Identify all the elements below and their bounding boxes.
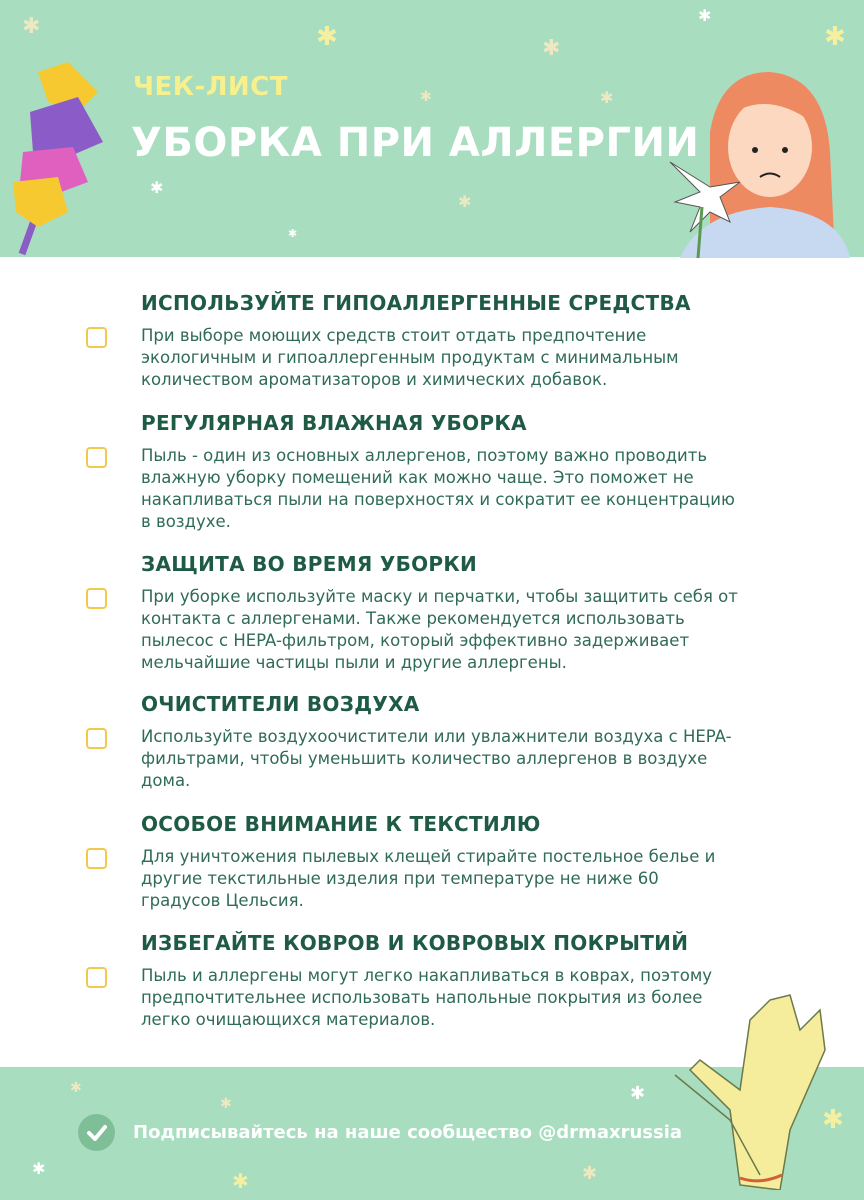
sparkle-icon: ✱ [698,6,712,25]
kicker-label: ЧЕК-ЛИСТ [133,72,288,102]
checkbox[interactable] [86,327,107,348]
item-title: ИСПОЛЬЗУЙТЕ ГИПОАЛЛЕРГЕННЫЕ СРЕДСТВА [141,291,691,315]
allergic-girl-illustration [640,72,854,258]
item-title: ОЧИСТИТЕЛИ ВОЗДУХА [141,692,420,716]
sparkle-icon: ✱ [542,36,561,61]
page-title: УБОРКА ПРИ АЛЛЕРГИИ [131,120,700,166]
subscribe-banner [78,1114,682,1151]
checkbox[interactable] [86,447,107,468]
check-circle-icon [78,1114,115,1151]
checkbox[interactable] [86,588,107,609]
sparkle-icon: ✱ [150,178,164,197]
item-text: При выборе моющих средств стоит отдать предпочтение экологичным и гипоаллергенным продуктам с минимальным количеством ароматизаторов и химических добавок. [141,326,679,389]
subscribe-link[interactable]: Подписывайтесь на наше сообщество @drmaxrussia [133,1122,683,1143]
item-title: ИЗБЕГАЙТЕ КОВРОВ И КОВРОВЫХ ПОКРЫТИЙ [141,931,689,955]
sparkle-icon: ✱ [22,14,41,39]
item-title: РЕГУЛЯРНАЯ ВЛАЖНАЯ УБОРКА [141,411,527,435]
item-text: Для уничтожения пылевых клещей стирайте постельное белье и другие текстильные изделия при температуре не ниже 60 градусов Цельсия. [141,847,716,910]
sparkle-icon: ✱ [458,192,472,211]
sparkle-icon: ✱ [32,1159,46,1178]
item-title: ОСОБОЕ ВНИМАНИЕ К ТЕКСТИЛЮ [141,812,541,836]
header-banner [0,0,864,257]
gloves-illustration [670,990,830,1190]
sparkle-icon: ✱ [600,88,614,107]
sparkle-icon: ✱ [630,1083,646,1104]
item-text: Пыль - один из основных аллергенов, поэтому важно проводить влажную уборку помещений как можно чаще. Это поможет не накапливаться пыли на поверхностях и сократит ее концентрацию в воздухе. [141,446,735,531]
sparkle-icon: ✱ [70,1080,82,1096]
sparkle-icon: ✱ [288,227,298,240]
item-text: При уборке используйте маску и перчатки, чтобы защитить себя от контакта с аллергенами. Также рекомендуется использовать пылесос с HEPA-фильтром, который эффективно задерживает мельчайшие частицы пыли и другие аллергены. [141,587,738,672]
duster-illustration [8,62,108,258]
sparkle-icon: ✱ [822,1105,844,1135]
item-title: ЗАЩИТА ВО ВРЕМЯ УБОРКИ [141,552,478,576]
sparkle-icon: ✱ [316,22,338,52]
sparkle-icon: ✱ [220,1096,232,1112]
item-text: Пыль и аллергены могут легко накапливаться в коврах, поэтому предпочтительнее использовать напольные покрытия из более легко очищающихся материалов. [141,966,713,1029]
sparkle-icon: ✱ [824,22,846,52]
sparkle-icon: ✱ [420,89,432,105]
item-text: Используйте воздухоочистители или увлажнители воздуха с HEPA-фильтрами, чтобы уменьшить количество аллергенов в воздухе дома. [141,727,732,790]
checkbox[interactable] [86,848,107,869]
checkbox[interactable] [86,728,107,749]
checkbox[interactable] [86,967,107,988]
sparkle-icon: ✱ [582,1163,598,1184]
sparkle-icon: ✱ [232,1169,249,1193]
